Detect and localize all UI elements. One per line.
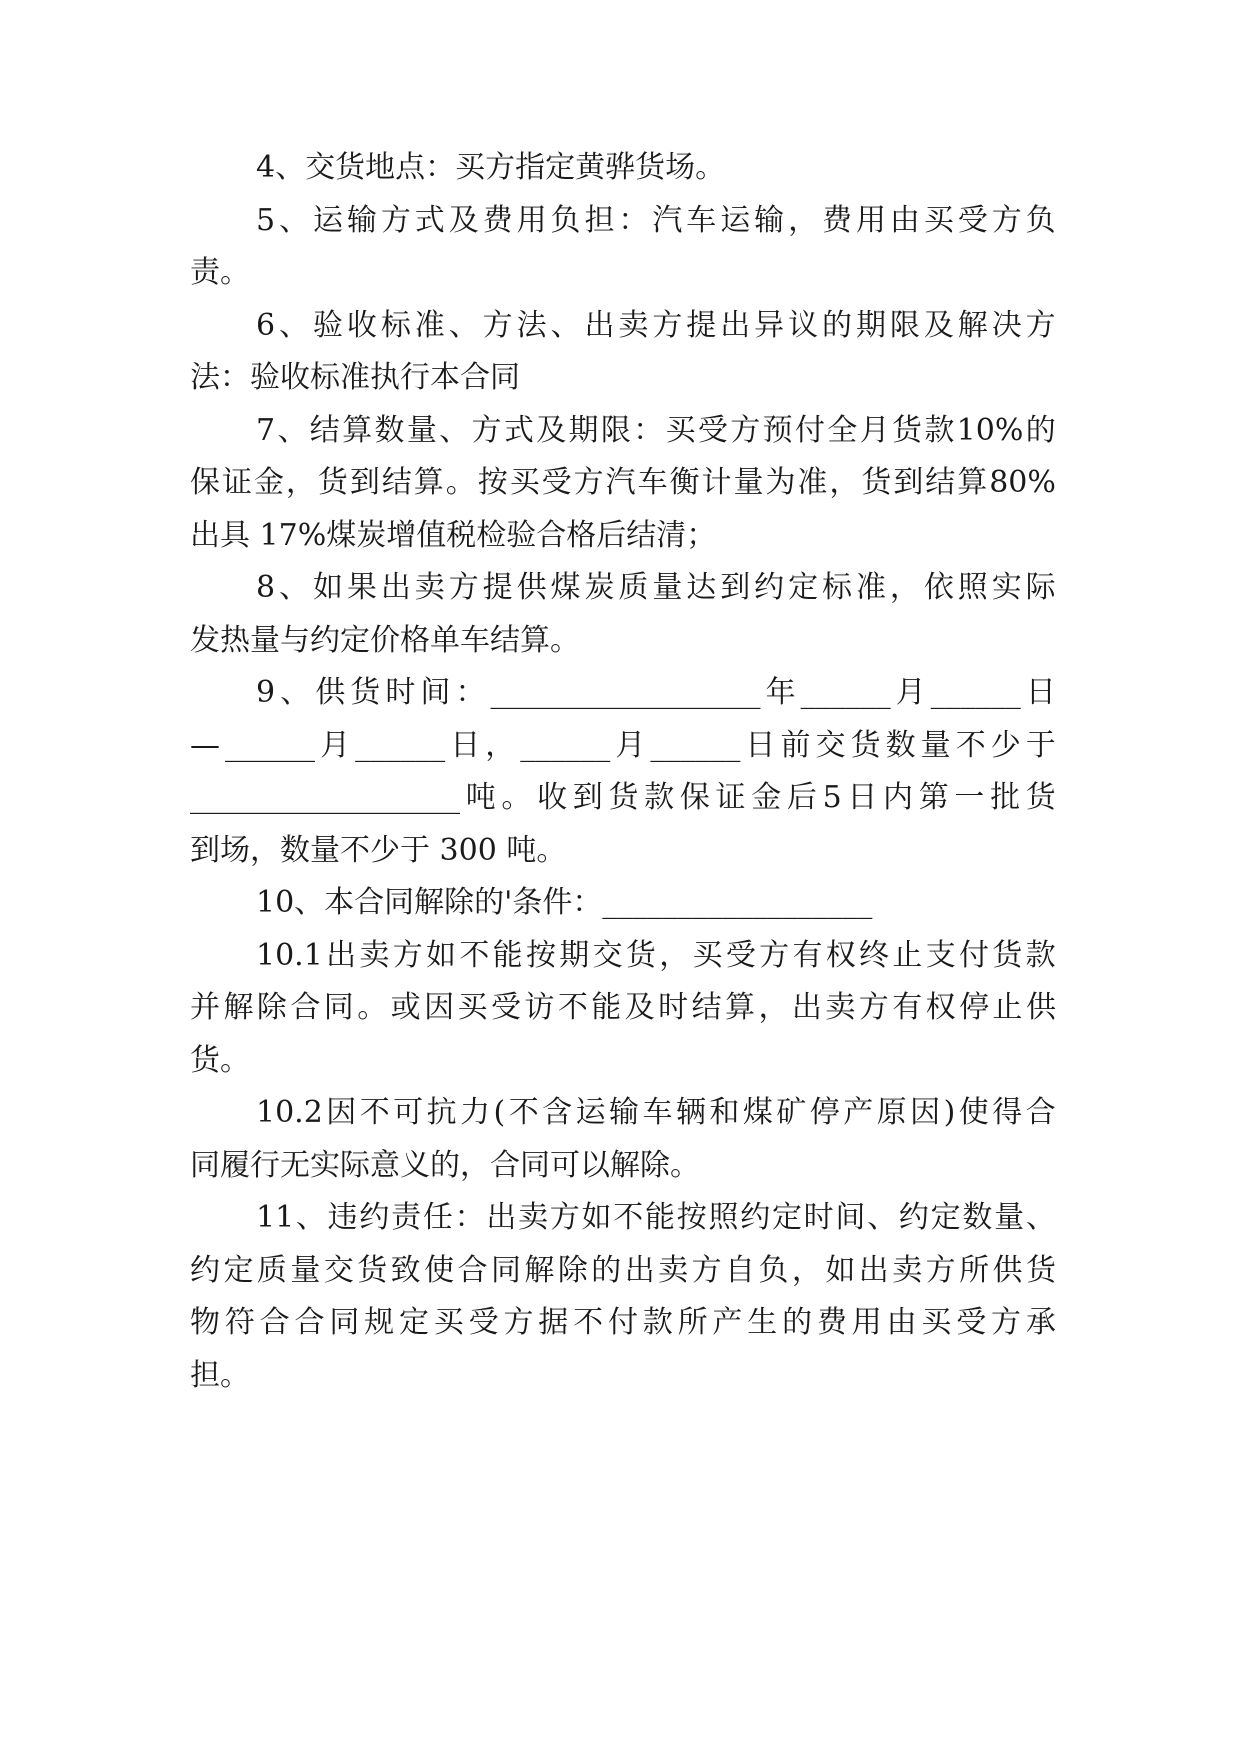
text-line: 到场，数量不少于 300 吨。 bbox=[190, 833, 567, 868]
text-line: 同履行无实际意义的，合同可以解除。 bbox=[190, 1148, 700, 1183]
text-line: 并 解 除 合 同 。 或 因 买 受 访 不 能 及 时 结 算 ， 出 卖 方 有 权 停 止 供 bbox=[190, 990, 1056, 1025]
text-line: 7 、 结 算 数 量 、 方 式 及 期 限 ： 买 受 方 预 付 全 月 货 款 10% 的 bbox=[256, 413, 1056, 448]
text-line: 物 符 合 合 同 规 定 买 受 方 据 不 付 款 所 产 生 的 费 用 由 买 受 方 承 bbox=[190, 1305, 1056, 1340]
text-line: __________________ 吨 。 收 到 货 款 保 证 金 后 5 日 内 第 一 批 货 bbox=[190, 780, 1056, 815]
text-line: 11 、 违 约 责 任 ： 出 卖 方 如 不 能 按 照 约 定 时 间 、 约 定 数 量 、 bbox=[256, 1200, 1056, 1235]
text-line: — ______ 月 ______ 日 ， ______ 月 ______ 日 前 交 货 数 量 不 少 于 bbox=[190, 728, 1056, 763]
text-line: 8 、 如 果 出 卖 方 提 供 煤 炭 质 量 达 到 约 定 标 准 ， 依 照 实 际 bbox=[256, 570, 1056, 605]
text-line: 担。 bbox=[190, 1358, 250, 1393]
text-line: 10.1 出 卖 方 如 不 能 按 期 交 货 ， 买 受 方 有 权 终 止 支 付 货 款 bbox=[256, 938, 1056, 973]
text-line: 9 、 供 货 时 间 ： __________________ 年 ______ 月 ______ 日 bbox=[256, 675, 1056, 710]
text-line: 保 证 金 ， 货 到 结 算 。 按 买 受 方 汽 车 衡 计 量 为 准 ， 货 到 结 算 80% bbox=[190, 465, 1056, 500]
text-line: 责。 bbox=[190, 255, 250, 290]
text-line: 法：验收标准执行本合同 bbox=[190, 360, 520, 395]
text-line: 5 、 运 输 方 式 及 费 用 负 担 ： 汽 车 运 输 ， 费 用 由 买 受 方 负 bbox=[256, 203, 1056, 238]
text-line: 10、本合同解除的'条件：__________________ bbox=[256, 885, 873, 920]
text-line: 出具 17%煤炭增值税检验合格后结清； bbox=[190, 518, 717, 553]
text-line: 发热量与约定价格单车结算。 bbox=[190, 623, 580, 658]
text-line: 货。 bbox=[190, 1043, 250, 1078]
text-line: 6 、 验 收 标 准 、 方 法 、 出 卖 方 提 出 异 议 的 期 限 及 解 决 方 bbox=[256, 308, 1056, 343]
text-line: 4、交货地点：买方指定黄骅货场。 bbox=[256, 150, 726, 185]
text-line: 10.2 因 不 可 抗 力 ( 不 含 运 输 车 辆 和 煤 矿 停 产 原 因 ) 使 得 合 bbox=[256, 1095, 1056, 1130]
text-line: 约 定 质 量 交 货 致 使 合 同 解 除 的 出 卖 方 自 负 ， 如 出 卖 方 所 供 货 bbox=[190, 1253, 1056, 1288]
